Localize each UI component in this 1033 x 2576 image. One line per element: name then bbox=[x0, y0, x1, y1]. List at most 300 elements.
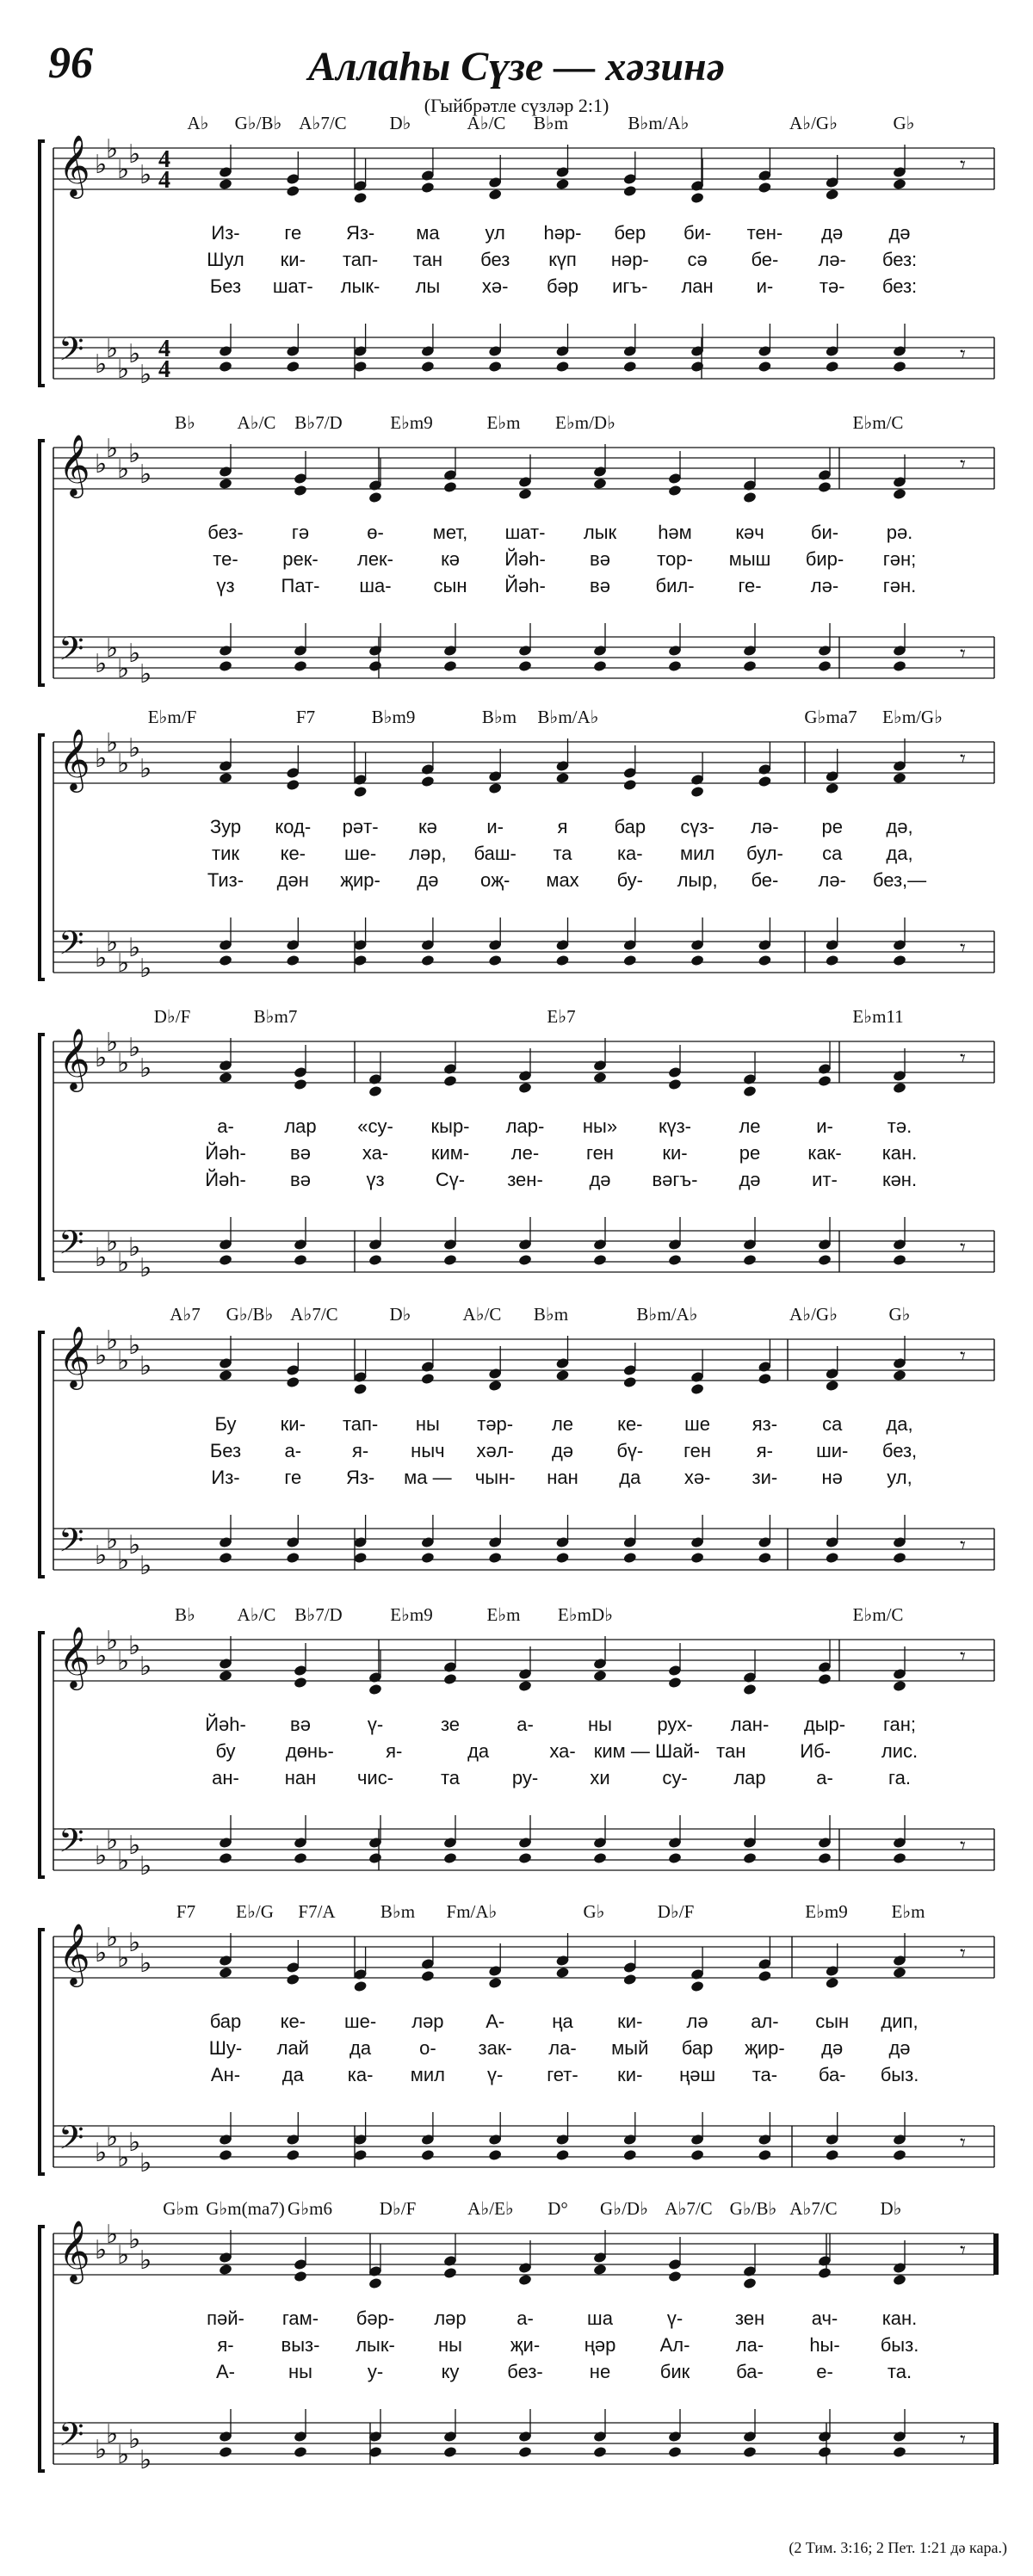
chord-symbol: E♭m9 bbox=[390, 1604, 433, 1625]
treble-note bbox=[743, 1085, 758, 1098]
lyric-syllable: я- bbox=[386, 1740, 403, 1762]
lyric-syllable: гам- bbox=[281, 2307, 319, 2329]
bass-note bbox=[368, 660, 383, 673]
lyric-syllable: зе bbox=[440, 1714, 461, 1735]
bass-note bbox=[893, 660, 907, 673]
flat-sign: ♭ bbox=[139, 2246, 152, 2275]
lyric-syllable: шат- bbox=[272, 275, 313, 297]
treble-note bbox=[593, 2264, 608, 2276]
system-8 bbox=[40, 2198, 999, 2474]
treble-note bbox=[668, 1078, 683, 1091]
flat-sign: ♭ bbox=[128, 340, 141, 368]
treble-clef-icon: 𝄞 bbox=[59, 436, 90, 495]
lyric-syllable: бар bbox=[614, 816, 646, 837]
lyric-syllable: ку bbox=[441, 2361, 460, 2382]
lyric-syllable: рух- bbox=[657, 1714, 693, 1735]
system-bracket bbox=[40, 141, 45, 386]
flat-sign: ♭ bbox=[117, 2441, 130, 2469]
treble-note bbox=[893, 178, 907, 191]
bass-staff bbox=[53, 1515, 994, 1580]
lyric-syllable: ба- bbox=[736, 2361, 764, 2382]
chord-symbol: D♭/F bbox=[657, 1901, 695, 1922]
lyric-syllable: тә. bbox=[887, 1115, 912, 1137]
chord-symbol: B♭m bbox=[481, 707, 517, 727]
time-signature: 4 bbox=[158, 146, 170, 173]
bass-note bbox=[825, 2149, 839, 2162]
eighth-rest-icon: 𝄾 bbox=[960, 1046, 966, 1071]
chord-symbol: B♭m bbox=[380, 1901, 416, 1922]
lyric-syllable: бил- bbox=[655, 575, 695, 596]
chord-symbol: B♭m7 bbox=[253, 1006, 298, 1027]
treble-note bbox=[690, 192, 705, 205]
lyric-syllable: и- bbox=[816, 1115, 833, 1137]
flat-sign: ♭ bbox=[128, 1632, 141, 1660]
treble-staff bbox=[53, 1924, 994, 1992]
flat-sign: ♭ bbox=[128, 140, 141, 169]
lyric-syllable: Бу bbox=[214, 1413, 237, 1435]
flat-sign: ♭ bbox=[117, 655, 130, 683]
lyric-syllable: пәй- bbox=[207, 2307, 244, 2329]
treble-note bbox=[219, 478, 233, 491]
treble-note bbox=[219, 772, 233, 785]
lyric-syllable: ле- bbox=[510, 1142, 540, 1164]
lyric-syllable: мах bbox=[546, 869, 579, 891]
treble-clef-icon: 𝄞 bbox=[59, 731, 90, 789]
lyric-syllable: бир- bbox=[805, 548, 844, 570]
flat-sign: ♭ bbox=[139, 1652, 152, 1681]
lyric-syllable: сын bbox=[815, 2011, 850, 2032]
lyric-syllable: кыр- bbox=[430, 1115, 470, 1137]
lyric-syllable: лык- bbox=[356, 2334, 395, 2356]
lyric-syllable: а- bbox=[284, 1440, 302, 1461]
flat-sign: ♭ bbox=[139, 660, 152, 689]
lyric-syllable: дә bbox=[821, 2037, 844, 2059]
treble-note bbox=[758, 1373, 772, 1386]
bass-note bbox=[555, 1552, 570, 1565]
lyric-syllable: бәр- bbox=[356, 2307, 395, 2329]
lyric-syllable: бу- bbox=[616, 869, 644, 891]
lyric-syllable: мыш bbox=[728, 548, 771, 570]
flat-sign: ♭ bbox=[117, 949, 130, 978]
lyric-syllable: кә bbox=[441, 548, 460, 570]
bass-note bbox=[286, 361, 300, 374]
treble-note bbox=[743, 491, 758, 504]
flat-sign: ♭ bbox=[95, 1541, 108, 1570]
lyric-syllable: һы- bbox=[809, 2334, 840, 2356]
lyric-syllable: ңәр bbox=[584, 2334, 616, 2356]
lyric-syllable: бик bbox=[659, 2361, 690, 2382]
lyric-syllable: лы bbox=[415, 275, 441, 297]
flat-sign: ♭ bbox=[117, 1249, 130, 1277]
flat-sign: ♭ bbox=[139, 2446, 152, 2474]
treble-note bbox=[893, 2274, 907, 2287]
treble-note bbox=[593, 1670, 608, 1683]
chord-symbol: D♭ bbox=[880, 2198, 902, 2219]
treble-note bbox=[294, 1078, 308, 1091]
lyric-syllable: Яз- bbox=[345, 1467, 375, 1488]
bass-note bbox=[555, 361, 570, 374]
lyric-syllable: чын- bbox=[474, 1467, 516, 1488]
bass-note bbox=[219, 2446, 233, 2459]
lyric-syllable: би- bbox=[810, 522, 839, 543]
lyric-syllable: ге- bbox=[738, 575, 762, 596]
treble-clef-icon: 𝄞 bbox=[59, 137, 90, 195]
bass-note bbox=[893, 1852, 907, 1865]
treble-note bbox=[219, 1369, 233, 1382]
bass-note bbox=[488, 361, 503, 374]
flat-sign: ♭ bbox=[106, 634, 119, 663]
bass-note bbox=[294, 660, 308, 673]
treble-note bbox=[825, 782, 839, 795]
treble-note bbox=[690, 1383, 705, 1396]
chord-symbol: F7 bbox=[295, 707, 316, 727]
chord-symbol: E♭7 bbox=[547, 1006, 576, 1027]
treble-note bbox=[743, 1683, 758, 1696]
lyric-syllable: тап- bbox=[342, 1413, 379, 1435]
lyric-syllable: а- bbox=[217, 1115, 234, 1137]
lyric-syllable: я bbox=[557, 816, 568, 837]
lyric-syllable: лис. bbox=[881, 1740, 919, 1762]
bass-note bbox=[353, 2149, 368, 2162]
lyric-syllable: быз. bbox=[880, 2334, 919, 2356]
flat-sign: ♭ bbox=[128, 1331, 141, 1360]
system-bracket bbox=[40, 1930, 45, 2174]
flat-sign: ♭ bbox=[117, 1647, 130, 1676]
lyric-syllable: вәгъ- bbox=[652, 1169, 698, 1190]
treble-note bbox=[825, 1977, 839, 1990]
chord-symbol: B♭m9 bbox=[371, 707, 416, 727]
lyric-syllable: лә bbox=[686, 2011, 708, 2032]
lyric-syllable: зен- bbox=[507, 1169, 543, 1190]
chord-symbol: B♭m/A♭ bbox=[537, 707, 599, 727]
lyric-syllable: без: bbox=[881, 275, 918, 297]
lyric-syllable: би- bbox=[683, 222, 712, 244]
lyric-syllable: Тиз- bbox=[207, 869, 244, 891]
lyric-syllable: ген bbox=[684, 1440, 712, 1461]
lyric-syllable: без- bbox=[207, 522, 244, 543]
lyric-syllable: ан- bbox=[212, 1767, 239, 1788]
lyric-syllable: зен bbox=[734, 2307, 765, 2329]
bass-clef-icon: 𝄢 bbox=[59, 2417, 84, 2461]
lyric-syllable: гән. bbox=[882, 575, 917, 596]
lyric-syllable: Йәһ- bbox=[205, 1714, 246, 1735]
flat-sign: ♭ bbox=[128, 2226, 141, 2254]
flat-sign: ♭ bbox=[106, 1924, 119, 1952]
bass-note bbox=[219, 2149, 233, 2162]
lyric-syllable: да bbox=[467, 1740, 490, 1762]
chord-symbol: A♭7/C bbox=[789, 2198, 838, 2219]
treble-note bbox=[825, 1380, 839, 1393]
flat-sign: ♭ bbox=[95, 650, 108, 678]
treble-note bbox=[690, 1980, 705, 1993]
bass-note bbox=[518, 1852, 533, 1865]
lyric-syllable: күз- bbox=[658, 1115, 692, 1137]
flat-sign: ♭ bbox=[117, 1944, 130, 1973]
chord-symbol: G♭/D♭ bbox=[600, 2198, 648, 2219]
treble-note bbox=[488, 188, 503, 201]
flat-sign: ♭ bbox=[95, 1244, 108, 1272]
lyric-syllable: я- bbox=[217, 2334, 234, 2356]
flat-sign: ♭ bbox=[139, 1552, 152, 1580]
lyric-syllable: ач- bbox=[811, 2307, 838, 2329]
lyric-syllable: лан bbox=[681, 275, 714, 297]
flat-sign: ♭ bbox=[106, 2221, 119, 2249]
chord-symbol: G♭m bbox=[163, 2198, 199, 2219]
lyric-syllable: хәл- bbox=[476, 1440, 514, 1461]
lyric-syllable: да, bbox=[886, 1413, 913, 1435]
bass-note bbox=[353, 954, 368, 967]
lyric-syllable: җир- bbox=[340, 869, 380, 891]
flat-sign: ♭ bbox=[106, 335, 119, 363]
lyric-syllable: дән bbox=[276, 869, 309, 891]
treble-note bbox=[743, 2277, 758, 2290]
treble-note bbox=[488, 1380, 503, 1393]
lyric-syllable: са bbox=[822, 1413, 843, 1435]
bass-clef-icon: 𝄢 bbox=[59, 1523, 84, 1566]
treble-note bbox=[518, 1680, 533, 1693]
bass-note bbox=[668, 1852, 683, 1865]
chord-symbol: E♭m bbox=[486, 412, 521, 433]
bass-note bbox=[758, 954, 772, 967]
lyric-syllable: Зур bbox=[209, 816, 242, 837]
lyric-syllable: ке- bbox=[280, 843, 306, 864]
bass-note bbox=[518, 660, 533, 673]
eighth-rest-icon: 𝄾 bbox=[960, 1833, 966, 1858]
lyric-syllable: лай bbox=[276, 2037, 309, 2059]
lyric-syllable: су- bbox=[662, 1767, 688, 1788]
lyric-syllable: вә bbox=[290, 1714, 311, 1735]
eighth-rest-icon: 𝄾 bbox=[960, 746, 966, 771]
lyric-syllable: сә bbox=[687, 249, 708, 270]
system-bracket bbox=[40, 441, 45, 685]
treble-note bbox=[219, 1967, 233, 1980]
treble-note bbox=[286, 1974, 300, 1986]
chord-symbol: A♭/C bbox=[237, 1604, 276, 1625]
lyric-syllable: лә- bbox=[818, 869, 846, 891]
lyric-syllable: мил bbox=[410, 2064, 446, 2085]
lyric-syllable: я- bbox=[756, 1440, 774, 1461]
chord-symbol: A♭7/C bbox=[299, 113, 347, 133]
lyric-syllable: ны bbox=[438, 2334, 462, 2356]
bass-note bbox=[593, 2446, 608, 2459]
bass-note bbox=[294, 2446, 308, 2459]
bass-note bbox=[286, 1552, 300, 1565]
chord-symbol: F7/A bbox=[298, 1901, 336, 1922]
treble-clef-icon: 𝄞 bbox=[59, 1030, 90, 1089]
bass-note bbox=[421, 954, 436, 967]
lyric-syllable: а- bbox=[816, 1767, 833, 1788]
chord-symbol: D♭/F bbox=[153, 1006, 191, 1027]
bass-note bbox=[893, 1552, 907, 1565]
lyric-syllable: а- bbox=[516, 2307, 534, 2329]
eighth-rest-icon: 𝄾 bbox=[960, 342, 966, 367]
treble-clef-icon: 𝄞 bbox=[59, 1328, 90, 1387]
flat-sign: ♭ bbox=[95, 944, 108, 973]
lyric-syllable: дә bbox=[888, 2037, 911, 2059]
lyric-syllable: ки- bbox=[280, 249, 306, 270]
eighth-rest-icon: 𝄾 bbox=[960, 1941, 966, 1966]
lyric-syllable: ха- bbox=[362, 1142, 389, 1164]
treble-note bbox=[593, 478, 608, 491]
bass-note bbox=[893, 2446, 907, 2459]
lyric-syllable: ши- bbox=[816, 1440, 849, 1461]
treble-note bbox=[555, 1967, 570, 1980]
bass-note bbox=[690, 2149, 705, 2162]
lyric-syllable: лә- bbox=[751, 816, 779, 837]
bass-note bbox=[893, 954, 907, 967]
flat-sign: ♭ bbox=[117, 1547, 130, 1575]
lyric-syllable: дә, bbox=[886, 816, 913, 837]
lyric-syllable: Йәһ- bbox=[504, 548, 546, 570]
bass-note bbox=[818, 1852, 832, 1865]
bass-clef-icon: 𝄢 bbox=[59, 1823, 84, 1867]
bass-note bbox=[219, 1852, 233, 1865]
treble-note bbox=[286, 185, 300, 198]
lyric-syllable: ла- bbox=[735, 2334, 764, 2356]
eighth-rest-icon: 𝄾 bbox=[960, 641, 966, 666]
chord-symbol: B♭ bbox=[175, 412, 195, 433]
treble-note bbox=[353, 192, 368, 205]
eighth-rest-icon: 𝄾 bbox=[960, 1344, 966, 1368]
lyric-syllable: ше- bbox=[343, 843, 377, 864]
bass-note bbox=[353, 361, 368, 374]
lyric-syllable: Яз- bbox=[345, 222, 375, 244]
bass-note bbox=[825, 1552, 839, 1565]
lyric-syllable: А- bbox=[216, 2361, 235, 2382]
system-1 bbox=[40, 113, 994, 389]
lyric-syllable: да bbox=[349, 2037, 372, 2059]
treble-note bbox=[368, 491, 383, 504]
bass-note bbox=[668, 660, 683, 673]
flat-sign: ♭ bbox=[106, 1627, 119, 1655]
treble-note bbox=[488, 782, 503, 795]
lyric-syllable: рә. bbox=[886, 522, 913, 543]
eighth-rest-icon: 𝄾 bbox=[960, 2130, 966, 2155]
chord-symbol: A♭/G♭ bbox=[789, 113, 838, 133]
treble-note bbox=[518, 488, 533, 501]
lyric-syllable: Без bbox=[209, 1440, 242, 1461]
treble-note bbox=[368, 2277, 383, 2290]
system-5 bbox=[40, 1304, 994, 1580]
hymn-title: Аллаһы Сүзе — хәзинә bbox=[307, 44, 725, 90]
treble-note bbox=[286, 1376, 300, 1389]
bass-note bbox=[219, 1254, 233, 1267]
treble-note bbox=[893, 1680, 907, 1693]
lyric-syllable: шат- bbox=[504, 522, 546, 543]
lyric-syllable: А- bbox=[486, 2011, 505, 2032]
time-signature: 4 bbox=[158, 336, 170, 362]
treble-note bbox=[893, 1082, 907, 1095]
flat-sign: ♭ bbox=[139, 1254, 152, 1282]
lyric-syllable: дә bbox=[589, 1169, 611, 1190]
lyric-syllable: күп bbox=[548, 249, 577, 270]
bass-staff bbox=[53, 917, 994, 983]
lyric-syllable: я- bbox=[351, 1440, 369, 1461]
bass-note bbox=[443, 1254, 458, 1267]
chord-symbol: A♭7/C bbox=[665, 2198, 713, 2219]
lyric-syllable: дөнь- bbox=[285, 1740, 334, 1762]
lyric-syllable: ки- bbox=[617, 2011, 643, 2032]
lyric-syllable: ким — Шай- bbox=[593, 1740, 701, 1762]
system-bracket bbox=[40, 1633, 45, 1877]
lyric-syllable: о- bbox=[419, 2037, 436, 2059]
lyric-syllable: дип, bbox=[881, 2011, 919, 2032]
flat-sign: ♭ bbox=[106, 1029, 119, 1057]
bass-note bbox=[622, 2149, 637, 2162]
lyric-syllable: үз bbox=[216, 575, 235, 596]
lyric-syllable: код- bbox=[275, 816, 312, 837]
chord-symbol: G♭m(ma7) bbox=[206, 2198, 285, 2219]
bass-note bbox=[294, 1254, 308, 1267]
treble-note bbox=[368, 1085, 383, 1098]
lyric-syllable: кан. bbox=[881, 2307, 918, 2329]
flat-sign: ♭ bbox=[139, 2149, 152, 2178]
lyric-syllable: Сү- bbox=[435, 1169, 466, 1190]
flat-sign: ♭ bbox=[117, 1847, 130, 1875]
bass-note bbox=[893, 361, 907, 374]
treble-note bbox=[622, 185, 637, 198]
lyric-syllable: вә bbox=[590, 548, 610, 570]
flat-sign: ♭ bbox=[117, 1347, 130, 1375]
treble-clef-icon: 𝄞 bbox=[59, 1628, 90, 1687]
lyric-syllable: са bbox=[822, 843, 843, 864]
lyric-syllable: ул bbox=[485, 222, 505, 244]
flat-sign: ♭ bbox=[117, 455, 130, 484]
lyric-syllable: бе- bbox=[751, 249, 779, 270]
chord-symbol: G♭ma7 bbox=[804, 707, 857, 727]
hymn-number: 96 bbox=[48, 39, 93, 88]
chord-symbol: G♭/B♭ bbox=[729, 2198, 777, 2219]
lyric-syllable: без bbox=[480, 249, 510, 270]
lyric-syllable: ныч bbox=[411, 1440, 445, 1461]
bass-note bbox=[286, 954, 300, 967]
chord-symbol: G♭ bbox=[888, 1304, 911, 1325]
lyric-syllable: Иб- bbox=[800, 1740, 831, 1762]
flat-sign: ♭ bbox=[139, 161, 152, 189]
treble-note bbox=[818, 1075, 832, 1088]
lyric-syllable: та bbox=[553, 843, 572, 864]
bass-note bbox=[743, 660, 758, 673]
bass-staff bbox=[53, 623, 994, 689]
chord-symbol: B♭ bbox=[175, 1604, 195, 1625]
lyric-syllable: нә bbox=[821, 1467, 843, 1488]
lyric-syllable: тан bbox=[716, 1740, 746, 1762]
bass-note bbox=[825, 954, 839, 967]
flat-sign: ♭ bbox=[128, 934, 141, 962]
lyric-syllable: а- bbox=[516, 1714, 534, 1735]
bass-note bbox=[488, 1552, 503, 1565]
lyric-syllable: тен- bbox=[746, 222, 783, 244]
lyric-syllable: бар bbox=[681, 2037, 714, 2059]
chord-symbol: A♭7 bbox=[170, 1304, 201, 1325]
bass-note bbox=[593, 660, 608, 673]
flat-sign: ♭ bbox=[117, 156, 130, 184]
lyric-syllable: хә- bbox=[684, 1467, 711, 1488]
treble-note bbox=[294, 2270, 308, 2283]
bass-note bbox=[421, 2149, 436, 2162]
treble-note bbox=[668, 1677, 683, 1690]
flat-sign: ♭ bbox=[128, 2425, 141, 2454]
lyric-syllable: ге bbox=[284, 1467, 302, 1488]
chord-symbol: E♭mD♭ bbox=[557, 1604, 614, 1625]
lyric-syllable: тик bbox=[212, 843, 239, 864]
lyric-syllable: ша- bbox=[359, 575, 392, 596]
flat-sign: ♭ bbox=[95, 1342, 108, 1370]
chord-symbol: A♭7/C bbox=[290, 1304, 338, 1325]
treble-note bbox=[893, 488, 907, 501]
bass-note bbox=[690, 1552, 705, 1565]
lyric-syllable: ки- bbox=[662, 1142, 688, 1164]
